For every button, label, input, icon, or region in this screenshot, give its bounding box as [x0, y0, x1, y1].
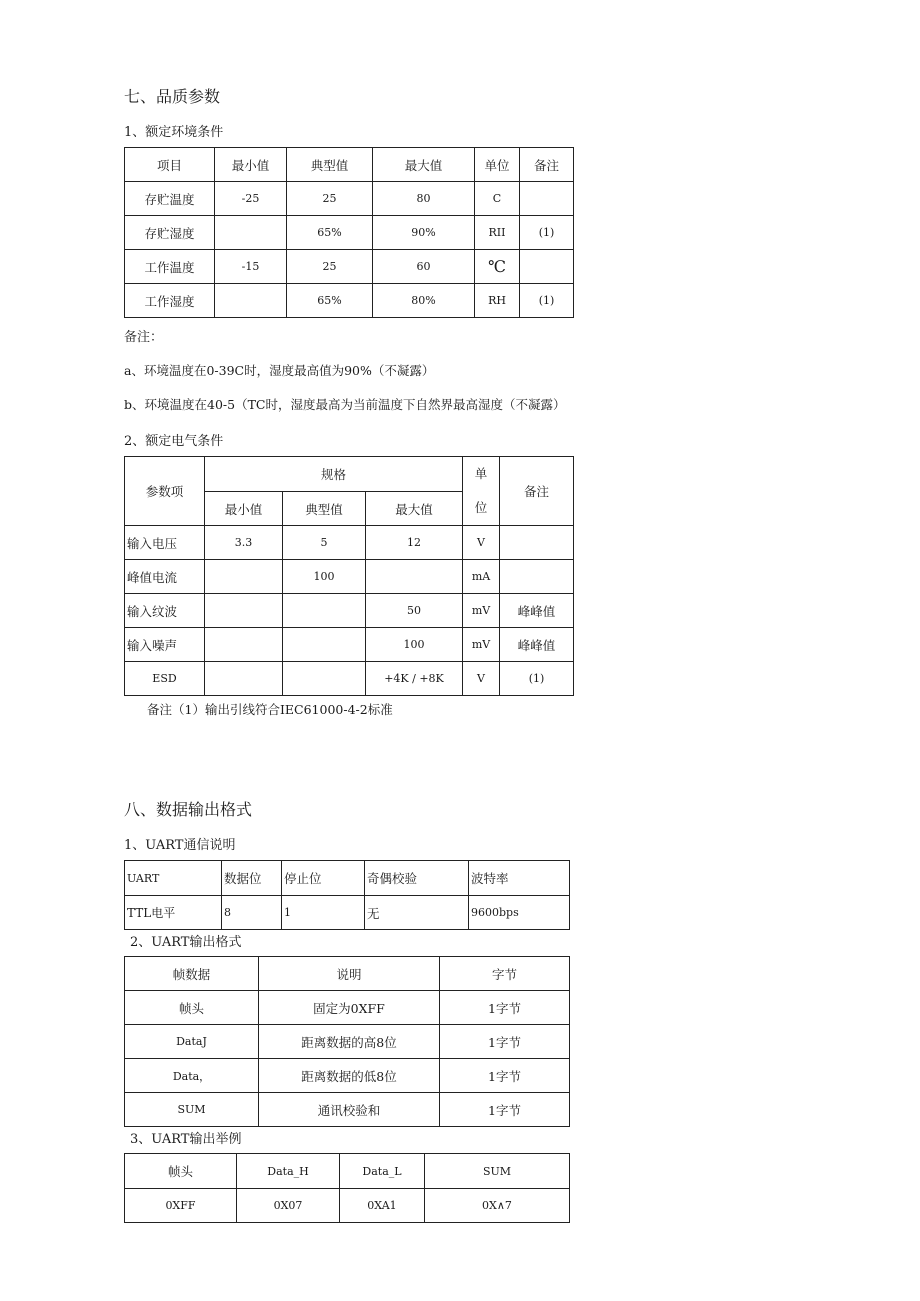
env-header-cell: 最大值 [373, 148, 475, 182]
example-cell: 0XA1 [340, 1189, 425, 1223]
elec-cell-min [205, 662, 283, 696]
format-cell-bytes: 1字节 [440, 1059, 570, 1093]
elec-cell-min: 3.3 [205, 526, 283, 560]
table-row [125, 284, 574, 318]
uart-cell: 1 [282, 896, 365, 930]
elec-header-max: 最大值 [366, 492, 463, 526]
section-8-sub-1: 1、UART通信说明 [124, 838, 236, 853]
note-b: b、环境温度在40-5（TC时，湿度最高为当前温度下自然界最高湿度（不凝露） [124, 397, 566, 412]
env-cell-remark [520, 250, 574, 284]
env-cell-max: 90% [373, 216, 475, 250]
elec-cell-typ: 5 [283, 526, 366, 560]
section-7-title: 七、品质参数 [124, 87, 221, 106]
table-row [125, 662, 574, 696]
uart-cell: 无 [365, 896, 469, 930]
uart-header-cell: 停止位 [282, 861, 365, 896]
table-row [125, 1025, 570, 1059]
env-cell-min [215, 216, 287, 250]
example-cell: 0XFF [125, 1189, 237, 1223]
env-cell-remark: (1) [520, 216, 574, 250]
example-header-cell: Data_H [237, 1154, 340, 1189]
uart-cell: 9600bps [469, 896, 570, 930]
format-header-cell: 字节 [440, 957, 570, 991]
format-cell-frame: Data， [125, 1059, 259, 1093]
table-row [125, 1059, 570, 1093]
env-header-cell: 最小值 [215, 148, 287, 182]
table-row [125, 182, 574, 216]
format-cell-desc: 距离数据的低8位 [259, 1059, 440, 1093]
example-header-cell: Data_L [340, 1154, 425, 1189]
uart-cell: 8 [222, 896, 282, 930]
uart-format-table [124, 956, 570, 1127]
electrical-conditions-table [124, 456, 574, 696]
env-cell-typ: 65% [287, 216, 373, 250]
elec-header-remark: 备注 [500, 457, 574, 526]
section-8-sub-3: 3、UART输出举例 [130, 1132, 242, 1147]
note-a: a、环境温度在0-39C时，湿度最高值为90%（不凝露） [124, 363, 435, 378]
format-cell-frame: 帧头 [125, 991, 259, 1025]
elec-cell-max [366, 560, 463, 594]
env-cell-min: -15 [215, 250, 287, 284]
example-cell: 0X07 [237, 1189, 340, 1223]
env-header-cell: 项目 [125, 148, 215, 182]
format-cell-bytes: 1字节 [440, 991, 570, 1025]
env-cell-max: 60 [373, 250, 475, 284]
env-cell-min: -25 [215, 182, 287, 216]
format-header-cell: 帧数据 [125, 957, 259, 991]
env-conditions-table [124, 147, 574, 318]
env-cell-remark: (1) [520, 284, 574, 318]
elec-header-row [125, 457, 574, 492]
format-header-row [125, 957, 570, 991]
elec-cell-remark [500, 560, 574, 594]
elec-cell-param: 输入电压 [125, 526, 205, 560]
elec-cell-min [205, 594, 283, 628]
uart-header-cell: 波特率 [469, 861, 570, 896]
section-7-sub-1: 1、额定环境条件 [124, 125, 224, 140]
table-row [125, 560, 574, 594]
format-header-cell: 说明 [259, 957, 440, 991]
env-cell-item: 存贮温度 [125, 182, 215, 216]
table-row [125, 896, 570, 930]
env-cell-typ: 25 [287, 250, 373, 284]
table-row [125, 991, 570, 1025]
elec-cell-param: 输入噪声 [125, 628, 205, 662]
elec-cell-remark: 峰峰值 [500, 628, 574, 662]
elec-cell-remark: 峰峰值 [500, 594, 574, 628]
env-header-cell: 典型值 [287, 148, 373, 182]
notes-title: 备注： [124, 330, 164, 345]
elec-cell-min [205, 628, 283, 662]
uart-cell: TTL电平 [125, 896, 222, 930]
elec-header-param: 参数项 [125, 457, 205, 526]
elec-header-spec: 规格 [205, 457, 463, 492]
env-header-cell: 备注 [520, 148, 574, 182]
format-cell-bytes: 1字节 [440, 1025, 570, 1059]
env-cell-item: 存贮湿度 [125, 216, 215, 250]
table-row [125, 1093, 570, 1127]
elec-header-min: 最小值 [205, 492, 283, 526]
env-cell-max: 80% [373, 284, 475, 318]
elec-cell-max: 50 [366, 594, 463, 628]
env-header-row [125, 148, 574, 182]
uart-header-row [125, 861, 570, 896]
electrical-footnote: 备注（1）输出引线符合IEC61000-4-2标准 [147, 702, 393, 717]
uart-header-cell: 奇偶校验 [365, 861, 469, 896]
format-cell-frame: SUM [125, 1093, 259, 1127]
elec-cell-unit: mA [463, 560, 500, 594]
elec-header-unit-top: 单 [474, 466, 488, 481]
table-row [125, 1189, 570, 1223]
table-row [125, 250, 574, 284]
env-header-cell: 单位 [475, 148, 520, 182]
table-row [125, 216, 574, 250]
env-cell-item: 工作温度 [125, 250, 215, 284]
section-7-sub-2: 2、额定电气条件 [124, 434, 224, 449]
env-cell-item: 工作湿度 [125, 284, 215, 318]
uart-header-cell: UART [125, 861, 222, 896]
uart-example-table [124, 1153, 570, 1223]
elec-cell-param: 峰值电流 [125, 560, 205, 594]
example-header-row [125, 1154, 570, 1189]
elec-header-unit-bottom: 位 [474, 500, 488, 515]
elec-cell-param: ESD [125, 662, 205, 696]
elec-cell-param: 输入纹波 [125, 594, 205, 628]
elec-cell-typ [283, 662, 366, 696]
format-cell-desc: 距离数据的高8位 [259, 1025, 440, 1059]
env-cell-remark [520, 182, 574, 216]
example-header-cell: 帧头 [125, 1154, 237, 1189]
elec-cell-max: +4K / +8K [366, 662, 463, 696]
format-cell-desc: 通讯校验和 [259, 1093, 440, 1127]
elec-header-unit [463, 457, 500, 526]
elec-header-typ: 典型值 [283, 492, 366, 526]
format-cell-bytes: 1字节 [440, 1093, 570, 1127]
format-cell-frame: DataJ [125, 1025, 259, 1059]
table-row [125, 628, 574, 662]
example-cell: 0X∧7 [425, 1189, 570, 1223]
elec-cell-unit: mV [463, 628, 500, 662]
elec-cell-typ: 100 [283, 560, 366, 594]
env-cell-unit: ℃ [475, 250, 520, 284]
elec-cell-remark [500, 526, 574, 560]
uart-header-cell: 数据位 [222, 861, 282, 896]
elec-cell-typ [283, 594, 366, 628]
table-row [125, 526, 574, 560]
example-header-cell: SUM [425, 1154, 570, 1189]
env-cell-min [215, 284, 287, 318]
elec-cell-typ [283, 628, 366, 662]
elec-cell-max: 12 [366, 526, 463, 560]
elec-cell-min [205, 560, 283, 594]
env-cell-unit: C [475, 182, 520, 216]
elec-cell-unit: mV [463, 594, 500, 628]
format-cell-desc: 固定为0XFF [259, 991, 440, 1025]
table-row [125, 594, 574, 628]
section-8-title: 八、数据输出格式 [124, 800, 253, 819]
elec-cell-unit: V [463, 526, 500, 560]
env-cell-max: 80 [373, 182, 475, 216]
env-cell-typ: 65% [287, 284, 373, 318]
env-cell-unit: RH [475, 284, 520, 318]
elec-cell-max: 100 [366, 628, 463, 662]
elec-cell-unit: V [463, 662, 500, 696]
section-8-sub-2: 2、UART输出格式 [130, 935, 242, 950]
env-cell-unit: RII [475, 216, 520, 250]
elec-cell-remark: (1) [500, 662, 574, 696]
uart-spec-table [124, 860, 570, 930]
env-cell-typ: 25 [287, 182, 373, 216]
